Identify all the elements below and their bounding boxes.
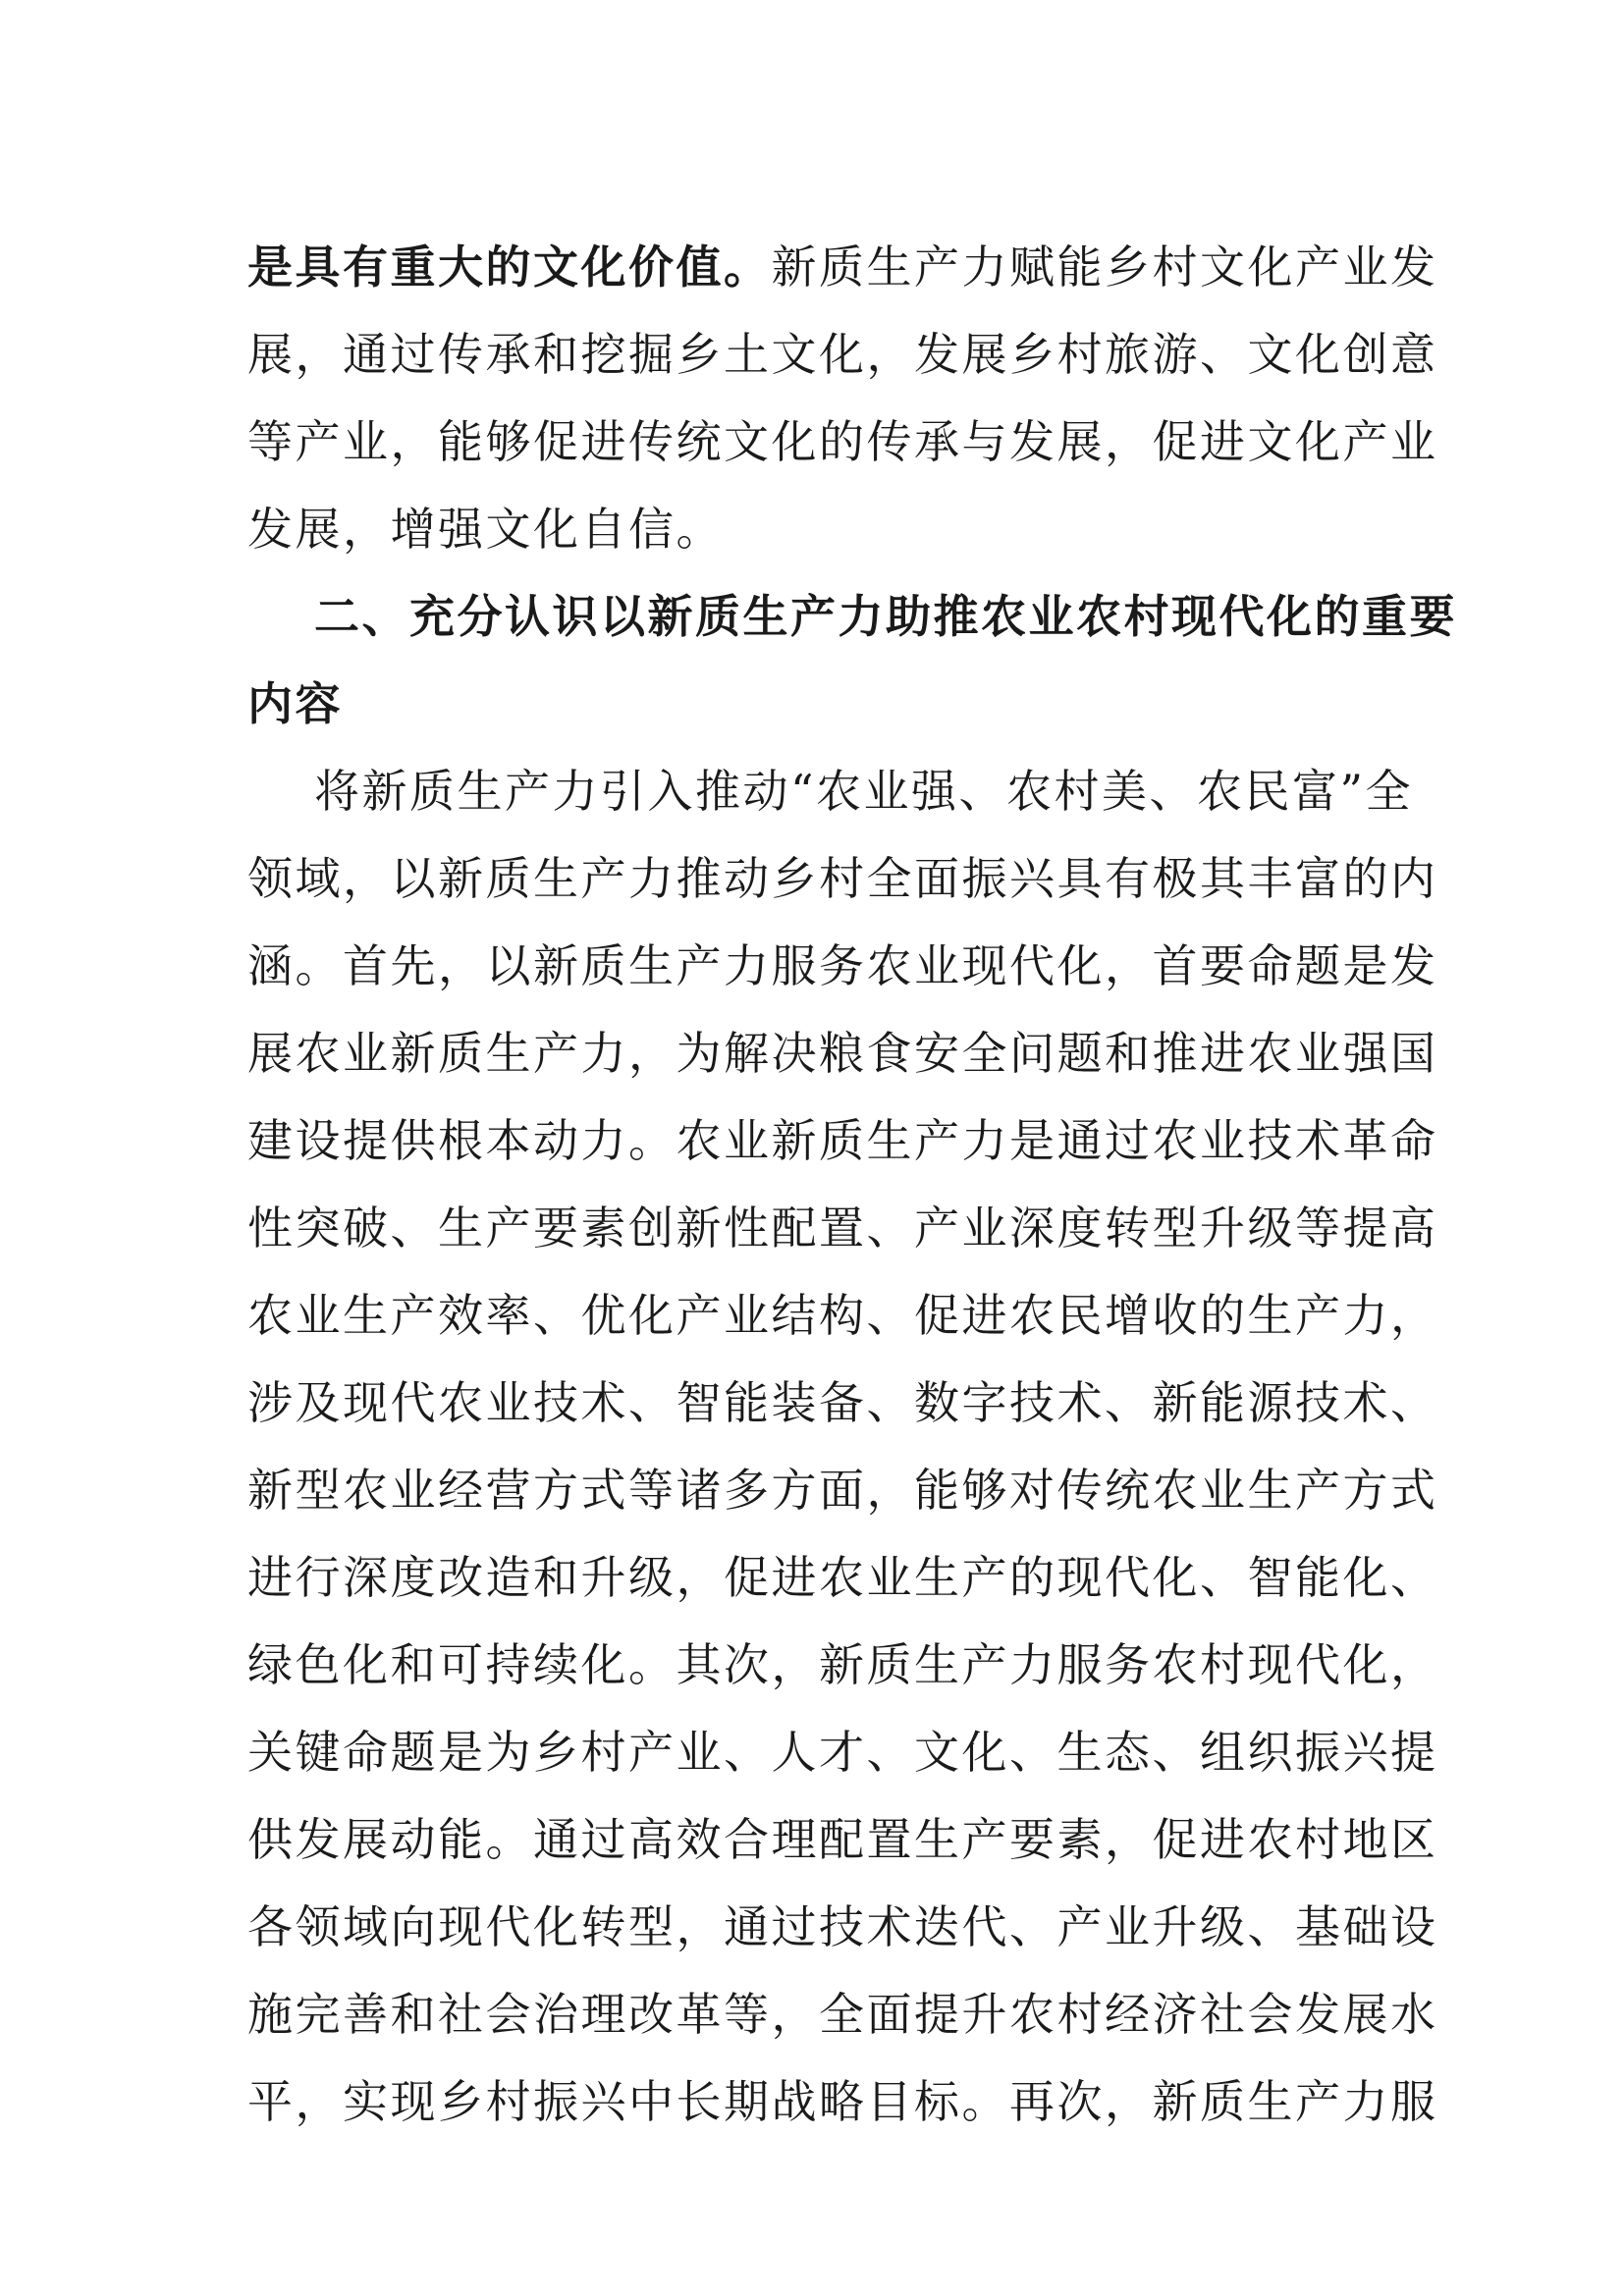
text-run: 新质生产力赋能乡村文化产业发: [771, 240, 1438, 294]
text-line: 等产业，能够促进传统文化的传承与发展，促进文化产业: [247, 415, 1438, 468]
text-line: 将新质生产力引入推动“农业强、农村美、农民富”全: [314, 765, 1414, 818]
heading-line: 二、充分认识以新质生产力助推农业农村现代化的重要: [314, 590, 1457, 643]
text-line: 农业生产效率、优化产业结构、促进农民增收的生产力，: [247, 1289, 1438, 1342]
text-line: 涉及现代农业技术、智能装备、数字技术、新能源技术、: [247, 1376, 1438, 1429]
text-line: 发展，增强文化自信。: [247, 503, 724, 556]
bold-lead-sentence: 是具有重大的文化价值。: [247, 240, 772, 294]
section-heading-2: [247, 573, 1457, 748]
text-line: 供发展动能。通过高效合理配置生产要素，促进农村地区: [247, 1813, 1438, 1866]
text-line: 各领域向现代化转型，通过技术迭代、产业升级、基础设: [247, 1900, 1438, 1953]
text-line: [247, 224, 1438, 311]
paragraph-cultural-value: [247, 224, 1438, 573]
text-line: 涵。首先，以新质生产力服务农业现代化，首要命题是发: [247, 939, 1438, 992]
text-line: 绿色化和可持续化。其次，新质生产力服务农村现代化，: [247, 1638, 1438, 1691]
paragraph-content: [247, 748, 1438, 2146]
text-line: 领域，以新质生产力推动乡村全面振兴具有极其丰富的内: [247, 852, 1438, 905]
text-line: 关键命题是为乡村产业、人才、文化、生态、组织振兴提: [247, 1726, 1438, 1779]
document-body: [247, 224, 1457, 2146]
heading-line: 内容: [247, 677, 343, 730]
text-line: 建设提供根本动力。农业新质生产力是通过农业技术革命: [247, 1114, 1438, 1167]
text-line: 进行深度改造和升级，促进农业生产的现代化、智能化、: [247, 1551, 1438, 1604]
text-line: 性突破、生产要素创新性配置、产业深度转型升级等提高: [247, 1201, 1438, 1255]
text-line: 施完善和社会治理改革等，全面提升农村经济社会发展水: [247, 1988, 1438, 2041]
text-line: 展，通过传承和挖掘乡土文化，发展乡村旅游、文化创意: [247, 328, 1438, 381]
text-line: 展农业新质生产力，为解决粮食安全问题和推进农业强国: [247, 1027, 1438, 1080]
text-line: 平，实现乡村振兴中长期战略目标。再次，新质生产力服: [247, 2075, 1438, 2128]
text-line: 新型农业经营方式等诸多方面，能够对传统农业生产方式: [247, 1464, 1438, 1517]
